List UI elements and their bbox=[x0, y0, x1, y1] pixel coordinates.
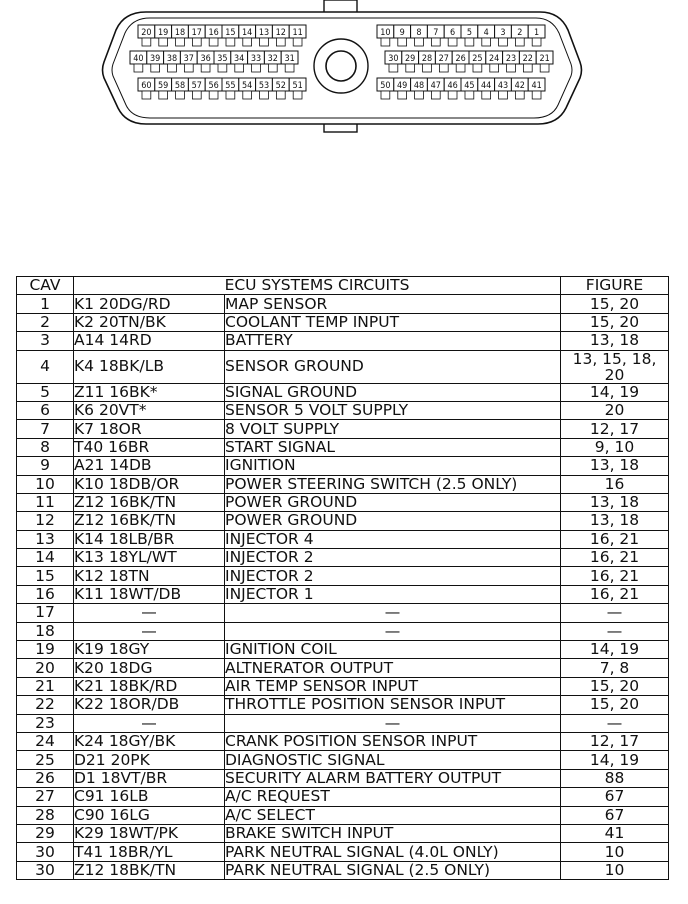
cell-description: POWER GROUND bbox=[225, 512, 561, 530]
cell-wire: A21 14DB bbox=[74, 457, 225, 475]
cell-cav: 1 bbox=[17, 295, 74, 313]
table-row bbox=[17, 350, 669, 383]
pin-terminal bbox=[226, 91, 235, 99]
pin-terminal bbox=[159, 38, 168, 46]
cell-cav: 14 bbox=[17, 549, 74, 567]
pin-number: 16 bbox=[208, 28, 219, 38]
pin-terminal bbox=[439, 64, 448, 72]
cell-wire: Z12 18BK/TN bbox=[74, 861, 225, 879]
cell-figure: 13, 18 bbox=[561, 493, 669, 511]
cell-figure: 15, 20 bbox=[561, 295, 669, 313]
pin-number: 18 bbox=[174, 28, 186, 38]
cell-cav: 30 bbox=[17, 861, 74, 879]
table-row bbox=[17, 475, 669, 493]
pin-number: 15 bbox=[225, 28, 236, 38]
pin-terminal bbox=[515, 38, 524, 46]
cell-description: ALTNERATOR OUTPUT bbox=[225, 659, 561, 677]
ecu-connector-diagram bbox=[0, 0, 688, 150]
cell-cav: 22 bbox=[17, 696, 74, 714]
cell-cav: 9 bbox=[17, 457, 74, 475]
table-row bbox=[17, 401, 669, 419]
cell-cav: 10 bbox=[17, 475, 74, 493]
pin-terminal bbox=[473, 64, 482, 72]
cell-description: IGNITION bbox=[225, 457, 561, 475]
cell-description: PARK NEUTRAL SIGNAL (2.5 ONLY) bbox=[225, 861, 561, 879]
pin-number: 13 bbox=[258, 28, 270, 38]
cell-wire: K29 18WT/PK bbox=[74, 824, 225, 842]
pin-terminal bbox=[381, 38, 390, 46]
table-row bbox=[17, 604, 669, 622]
cell-figure: 15, 20 bbox=[561, 677, 669, 695]
pin-terminal bbox=[532, 38, 541, 46]
pin-number: 31 bbox=[284, 54, 295, 64]
cell-wire: K21 18BK/RD bbox=[74, 677, 225, 695]
pin-terminal bbox=[499, 91, 508, 99]
pin-terminal bbox=[465, 91, 474, 99]
table-row bbox=[17, 824, 669, 842]
cell-description: IGNITION COIL bbox=[225, 641, 561, 659]
cell-figure: 12, 17 bbox=[561, 420, 669, 438]
cell-cav: 25 bbox=[17, 751, 74, 769]
pin-number: 2 bbox=[517, 28, 523, 38]
table-row bbox=[17, 677, 669, 695]
cell-cav: 3 bbox=[17, 332, 74, 350]
header-cav: CAV bbox=[17, 277, 74, 295]
cell-wire: D21 20PK bbox=[74, 751, 225, 769]
cell-description: START SIGNAL bbox=[225, 438, 561, 456]
cell-figure: 88 bbox=[561, 769, 669, 787]
cell-description: SENSOR 5 VOLT SUPPLY bbox=[225, 401, 561, 419]
pin-terminal bbox=[218, 64, 227, 72]
pin-number: 48 bbox=[413, 81, 425, 91]
cell-cav: 7 bbox=[17, 420, 74, 438]
pin-number: 19 bbox=[158, 28, 169, 38]
connector-center-post-inner bbox=[326, 51, 356, 81]
cell-wire: K13 18YL/WT bbox=[74, 549, 225, 567]
pin-number: 44 bbox=[481, 81, 492, 91]
cell-cav: 21 bbox=[17, 677, 74, 695]
pin-terminal bbox=[456, 64, 465, 72]
pin-number: 46 bbox=[447, 81, 458, 91]
table-row bbox=[17, 861, 669, 879]
table-row bbox=[17, 659, 669, 677]
pin-number: 22 bbox=[522, 54, 533, 64]
table-row bbox=[17, 530, 669, 548]
table-row bbox=[17, 549, 669, 567]
cell-figure: 14, 19 bbox=[561, 641, 669, 659]
header-figure: FIGURE bbox=[561, 277, 669, 295]
pin-number: 33 bbox=[250, 54, 262, 64]
cell-cav: 11 bbox=[17, 493, 74, 511]
ecu-systems-circuits-table bbox=[16, 276, 669, 880]
cell-wire: A14 14RD bbox=[74, 332, 225, 350]
pin-terminal bbox=[260, 91, 269, 99]
cell-wire: C91 16LB bbox=[74, 788, 225, 806]
cell-description: COOLANT TEMP INPUT bbox=[225, 313, 561, 331]
pin-terminal bbox=[209, 91, 218, 99]
pin-number: 37 bbox=[183, 54, 194, 64]
cell-wire: K1 20DG/RD bbox=[74, 295, 225, 313]
cell-figure: 14, 19 bbox=[561, 751, 669, 769]
pin-number: 7 bbox=[433, 28, 439, 38]
pin-number: 5 bbox=[466, 28, 472, 38]
cell-wire: Z12 16BK/TN bbox=[74, 493, 225, 511]
pin-terminal bbox=[192, 38, 201, 46]
pin-terminal bbox=[151, 64, 160, 72]
table-row bbox=[17, 843, 669, 861]
cell-description: AIR TEMP SENSOR INPUT bbox=[225, 677, 561, 695]
cell-cav: 26 bbox=[17, 769, 74, 787]
pin-number: 50 bbox=[380, 81, 391, 91]
pin-terminal bbox=[142, 91, 151, 99]
cell-cav: 20 bbox=[17, 659, 74, 677]
cell-description: POWER GROUND bbox=[225, 493, 561, 511]
pin-number: 57 bbox=[191, 81, 202, 91]
cell-figure: — bbox=[561, 622, 669, 640]
cell-description: DIAGNOSTIC SIGNAL bbox=[225, 751, 561, 769]
cell-cav: 5 bbox=[17, 383, 74, 401]
cell-figure: 15, 20 bbox=[561, 696, 669, 714]
pin-terminal bbox=[243, 91, 252, 99]
pin-number: 6 bbox=[450, 28, 456, 38]
pin-terminal bbox=[142, 38, 151, 46]
cell-wire: — bbox=[74, 714, 225, 732]
table-row bbox=[17, 332, 669, 350]
pin-terminal bbox=[293, 91, 302, 99]
table-row bbox=[17, 788, 669, 806]
cell-wire: C90 16LG bbox=[74, 806, 225, 824]
pin-terminal bbox=[276, 38, 285, 46]
pin-terminal bbox=[184, 64, 193, 72]
pin-terminal bbox=[482, 91, 491, 99]
cell-figure: 10 bbox=[561, 843, 669, 861]
cell-description: INJECTOR 1 bbox=[225, 585, 561, 603]
cell-description: A/C REQUEST bbox=[225, 788, 561, 806]
cell-description: A/C SELECT bbox=[225, 806, 561, 824]
pin-terminal bbox=[293, 38, 302, 46]
pin-terminal bbox=[448, 38, 457, 46]
table-row bbox=[17, 493, 669, 511]
cell-cav: 2 bbox=[17, 313, 74, 331]
pin-terminal bbox=[226, 38, 235, 46]
cell-cav: 17 bbox=[17, 604, 74, 622]
table-row bbox=[17, 806, 669, 824]
cell-figure: 15, 20 bbox=[561, 313, 669, 331]
cell-figure: 16 bbox=[561, 475, 669, 493]
pin-terminal bbox=[406, 64, 415, 72]
cell-description: THROTTLE POSITION SENSOR INPUT bbox=[225, 696, 561, 714]
cell-wire: K2 20TN/BK bbox=[74, 313, 225, 331]
pin-number: 56 bbox=[208, 81, 219, 91]
cell-figure: 7, 8 bbox=[561, 659, 669, 677]
cell-description: INJECTOR 2 bbox=[225, 549, 561, 567]
pin-number: 3 bbox=[500, 28, 506, 38]
pin-number: 55 bbox=[225, 81, 236, 91]
pin-number: 51 bbox=[292, 81, 303, 91]
pin-number: 45 bbox=[464, 81, 475, 91]
cell-cav: 23 bbox=[17, 714, 74, 732]
table-header-row bbox=[17, 277, 669, 295]
pin-terminal bbox=[415, 91, 424, 99]
cell-figure: 16, 21 bbox=[561, 549, 669, 567]
pin-terminal bbox=[276, 91, 285, 99]
pin-number: 20 bbox=[141, 28, 152, 38]
pin-terminal bbox=[431, 91, 440, 99]
header-circuits: ECU SYSTEMS CIRCUITS bbox=[74, 277, 561, 295]
cell-figure: 10 bbox=[561, 861, 669, 879]
cell-description: — bbox=[225, 604, 561, 622]
cell-cav: 27 bbox=[17, 788, 74, 806]
cell-description: SIGNAL GROUND bbox=[225, 383, 561, 401]
pin-number: 4 bbox=[483, 28, 489, 38]
pin-number: 59 bbox=[158, 81, 169, 91]
cell-wire: — bbox=[74, 622, 225, 640]
pin-terminal bbox=[540, 64, 549, 72]
cell-figure: 20 bbox=[561, 401, 669, 419]
cell-wire: — bbox=[74, 604, 225, 622]
pin-terminal bbox=[515, 91, 524, 99]
pin-number: 36 bbox=[200, 54, 211, 64]
pin-terminal bbox=[423, 64, 432, 72]
cell-wire: T41 18BR/YL bbox=[74, 843, 225, 861]
cell-wire: K11 18WT/DB bbox=[74, 585, 225, 603]
cell-description: PARK NEUTRAL SIGNAL (4.0L ONLY) bbox=[225, 843, 561, 861]
pin-terminal bbox=[235, 64, 244, 72]
cell-figure: 67 bbox=[561, 806, 669, 824]
cell-wire: K20 18DG bbox=[74, 659, 225, 677]
table-row bbox=[17, 751, 669, 769]
table-row bbox=[17, 696, 669, 714]
cell-description: 8 VOLT SUPPLY bbox=[225, 420, 561, 438]
cell-cav: 15 bbox=[17, 567, 74, 585]
cell-wire: K14 18LB/BR bbox=[74, 530, 225, 548]
cell-cav: 8 bbox=[17, 438, 74, 456]
cell-cav: 13 bbox=[17, 530, 74, 548]
pin-number: 27 bbox=[438, 54, 449, 64]
pin-terminal bbox=[176, 91, 185, 99]
pin-terminal bbox=[398, 38, 407, 46]
pin-number: 34 bbox=[234, 54, 245, 64]
cell-description: MAP SENSOR bbox=[225, 295, 561, 313]
pin-number: 1 bbox=[534, 28, 540, 38]
cell-figure: 16, 21 bbox=[561, 567, 669, 585]
pin-number: 26 bbox=[455, 54, 466, 64]
cell-description: — bbox=[225, 622, 561, 640]
pin-number: 43 bbox=[497, 81, 509, 91]
pin-number: 41 bbox=[531, 81, 542, 91]
pin-number: 30 bbox=[388, 54, 399, 64]
table-row bbox=[17, 641, 669, 659]
table-row bbox=[17, 622, 669, 640]
pin-number: 42 bbox=[514, 81, 525, 91]
pin-number: 32 bbox=[267, 54, 278, 64]
pin-number: 60 bbox=[141, 81, 152, 91]
cell-figure: 13, 18 bbox=[561, 512, 669, 530]
pin-terminal bbox=[168, 64, 177, 72]
cell-cav: 18 bbox=[17, 622, 74, 640]
pin-terminal bbox=[532, 91, 541, 99]
table-row bbox=[17, 383, 669, 401]
cell-description: INJECTOR 4 bbox=[225, 530, 561, 548]
pin-number: 54 bbox=[242, 81, 253, 91]
pin-terminal bbox=[523, 64, 532, 72]
pin-number: 12 bbox=[275, 28, 286, 38]
pin-terminal bbox=[176, 38, 185, 46]
cell-wire: K4 18BK/LB bbox=[74, 350, 225, 383]
cell-figure: 13, 18 bbox=[561, 332, 669, 350]
cell-cav: 28 bbox=[17, 806, 74, 824]
pin-number: 25 bbox=[472, 54, 483, 64]
cell-figure: 16, 21 bbox=[561, 585, 669, 603]
pin-terminal bbox=[482, 38, 491, 46]
cell-description: SENSOR GROUND bbox=[225, 350, 561, 383]
table-row bbox=[17, 313, 669, 331]
cell-description: BATTERY bbox=[225, 332, 561, 350]
pin-number: 53 bbox=[258, 81, 270, 91]
pin-terminal bbox=[201, 64, 210, 72]
cell-cav: 4 bbox=[17, 350, 74, 383]
cell-cav: 16 bbox=[17, 585, 74, 603]
cell-figure: 41 bbox=[561, 824, 669, 842]
cell-description: INJECTOR 2 bbox=[225, 567, 561, 585]
cell-description: SECURITY ALARM BATTERY OUTPUT bbox=[225, 769, 561, 787]
pin-number: 29 bbox=[405, 54, 416, 64]
table-row bbox=[17, 714, 669, 732]
cell-wire: K6 20VT* bbox=[74, 401, 225, 419]
cell-cav: 30 bbox=[17, 843, 74, 861]
cell-figure: 13, 18 bbox=[561, 457, 669, 475]
table-row bbox=[17, 585, 669, 603]
cell-wire: K24 18GY/BK bbox=[74, 732, 225, 750]
pin-number: 39 bbox=[150, 54, 161, 64]
cell-description: CRANK POSITION SENSOR INPUT bbox=[225, 732, 561, 750]
pin-terminal bbox=[499, 38, 508, 46]
table-row bbox=[17, 732, 669, 750]
pin-terminal bbox=[243, 38, 252, 46]
pin-terminal bbox=[268, 64, 277, 72]
cell-wire: Z12 16BK/TN bbox=[74, 512, 225, 530]
pin-terminal bbox=[448, 91, 457, 99]
cell-wire: D1 18VT/BR bbox=[74, 769, 225, 787]
cell-figure: 13, 15, 18, 20 bbox=[561, 350, 669, 383]
pin-terminal bbox=[431, 38, 440, 46]
pin-number: 38 bbox=[166, 54, 178, 64]
cell-wire: K7 18OR bbox=[74, 420, 225, 438]
cell-wire: K10 18DB/OR bbox=[74, 475, 225, 493]
cell-description: POWER STEERING SWITCH (2.5 ONLY) bbox=[225, 475, 561, 493]
pin-number: 24 bbox=[489, 54, 500, 64]
cell-cav: 6 bbox=[17, 401, 74, 419]
table-row bbox=[17, 457, 669, 475]
pin-terminal bbox=[252, 64, 261, 72]
pin-terminal bbox=[381, 91, 390, 99]
pin-number: 52 bbox=[275, 81, 286, 91]
pin-number: 21 bbox=[539, 54, 550, 64]
pin-number: 28 bbox=[421, 54, 433, 64]
cell-wire: K19 18GY bbox=[74, 641, 225, 659]
pin-number: 11 bbox=[292, 28, 303, 38]
table-row bbox=[17, 769, 669, 787]
cell-description: — bbox=[225, 714, 561, 732]
pin-number: 9 bbox=[399, 28, 405, 38]
pin-number: 47 bbox=[430, 81, 441, 91]
table-row bbox=[17, 295, 669, 313]
cell-wire: Z11 16BK* bbox=[74, 383, 225, 401]
pin-number: 58 bbox=[174, 81, 186, 91]
cell-figure: — bbox=[561, 714, 669, 732]
cell-figure: 16, 21 bbox=[561, 530, 669, 548]
pin-number: 23 bbox=[505, 54, 517, 64]
pin-number: 14 bbox=[242, 28, 253, 38]
pin-terminal bbox=[507, 64, 516, 72]
pin-number: 40 bbox=[133, 54, 144, 64]
pin-number: 17 bbox=[191, 28, 202, 38]
pin-terminal bbox=[134, 64, 143, 72]
pin-terminal bbox=[159, 91, 168, 99]
cell-figure: 67 bbox=[561, 788, 669, 806]
pin-terminal bbox=[285, 64, 294, 72]
cell-wire: K12 18TN bbox=[74, 567, 225, 585]
pin-terminal bbox=[389, 64, 398, 72]
cell-cav: 24 bbox=[17, 732, 74, 750]
pin-number: 10 bbox=[380, 28, 391, 38]
table-row bbox=[17, 420, 669, 438]
pin-terminal bbox=[192, 91, 201, 99]
pin-number: 35 bbox=[217, 54, 228, 64]
table-row bbox=[17, 438, 669, 456]
cell-figure: — bbox=[561, 604, 669, 622]
pin-terminal bbox=[415, 38, 424, 46]
cell-figure: 12, 17 bbox=[561, 732, 669, 750]
cell-cav: 29 bbox=[17, 824, 74, 842]
cell-cav: 19 bbox=[17, 641, 74, 659]
cell-figure: 14, 19 bbox=[561, 383, 669, 401]
cell-wire: T40 16BR bbox=[74, 438, 225, 456]
cell-wire: K22 18OR/DB bbox=[74, 696, 225, 714]
cell-cav: 12 bbox=[17, 512, 74, 530]
pin-terminal bbox=[490, 64, 499, 72]
pin-number: 8 bbox=[416, 28, 422, 38]
pin-terminal bbox=[398, 91, 407, 99]
pin-terminal bbox=[260, 38, 269, 46]
table-row bbox=[17, 512, 669, 530]
cell-figure: 9, 10 bbox=[561, 438, 669, 456]
cell-description: BRAKE SWITCH INPUT bbox=[225, 824, 561, 842]
table-row bbox=[17, 567, 669, 585]
pin-terminal bbox=[209, 38, 218, 46]
pin-terminal bbox=[465, 38, 474, 46]
pin-number: 49 bbox=[397, 81, 408, 91]
